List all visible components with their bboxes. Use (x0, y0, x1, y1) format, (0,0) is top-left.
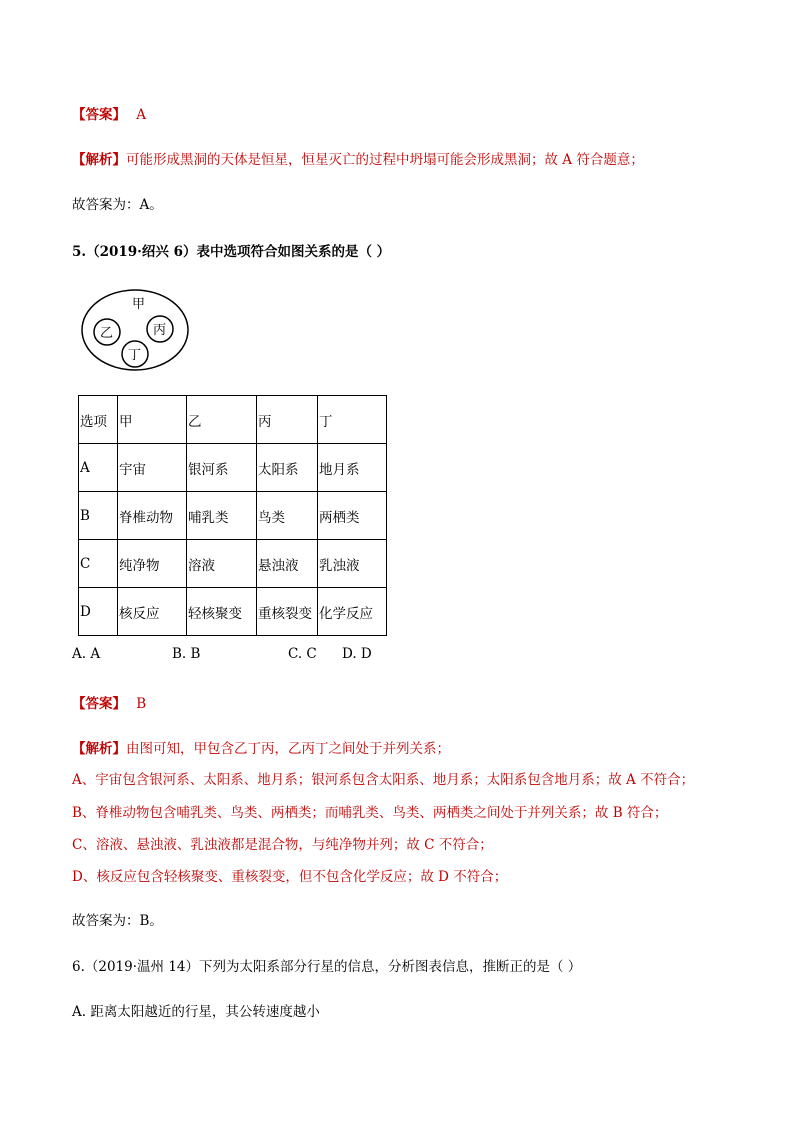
choice-a: A. A (72, 646, 101, 662)
table-cell: 悬浊液 (257, 540, 318, 588)
table-cell: 两栖类 (318, 492, 387, 540)
table-cell: 轻核聚变 (187, 588, 257, 636)
choice-d: D. D (342, 646, 372, 662)
table-cell: 太阳系 (257, 444, 318, 492)
q6-stem: 6.（2019·温州 14）下列为太阳系部分行星的信息，分析图表信息，推断正的是（ ） (72, 959, 582, 975)
table-cell: 哺乳类 (187, 492, 257, 540)
table-row (79, 492, 387, 540)
options-table (78, 395, 387, 636)
table-cell: 银河系 (187, 444, 257, 492)
table-cell: 宇宙 (118, 444, 187, 492)
answer-label: 【答案】 (72, 696, 126, 712)
table-header-cell: 丙 (257, 396, 318, 444)
q5-stem: 5.（2019·绍兴 6）表中选项符合如图关系的是（ ） (72, 244, 391, 260)
q5-analysis-line-a: A、宇宙包含银河系、太阳系、地月系；银河系包含太阳系、地月系；太阳系包含地月系；故 A 不符合； (72, 772, 695, 788)
label-ding: 丁 (128, 348, 142, 363)
table-cell: A (79, 444, 118, 492)
q5-conclusion: 故答案为：B。 (72, 913, 163, 929)
table-cell: 脊椎动物 (118, 492, 187, 540)
q5-analysis-line-c: C、溶液、悬浊液、乳浊液都是混合物，与纯净物并列；故 C 不符合； (72, 837, 493, 853)
table-header-cell: 选项 (79, 396, 118, 444)
q5-analysis-line-d: D、核反应包含轻核聚变、重核裂变，但不包含化学反应；故 D 不符合； (72, 869, 508, 885)
table-cell: 乳浊液 (318, 540, 387, 588)
label-yi: 乙 (100, 326, 114, 341)
q5-analysis-line-b: B、脊椎动物包含哺乳类、鸟类、两栖类；而哺乳类、鸟类、两栖类之间处于并列关系；故 B 符合； (72, 805, 668, 821)
table-row (79, 588, 387, 636)
table-cell: D (79, 588, 118, 636)
answer-value: B (136, 696, 147, 712)
q6-option-a: A. 距离太阳越近的行星，其公转速度越小 (72, 1004, 320, 1020)
answer-label: 【答案】 (72, 107, 126, 123)
table-cell: 地月系 (318, 444, 387, 492)
table-cell: 纯净物 (118, 540, 187, 588)
table-cell: 溶液 (187, 540, 257, 588)
label-bing: 丙 (153, 323, 167, 338)
table-cell: 重核裂变 (257, 588, 318, 636)
table-row (79, 540, 387, 588)
analysis-label: 【解析】 (72, 741, 126, 757)
q4-conclusion: 故答案为：A。 (72, 197, 163, 213)
q5-analysis-line-0 (72, 737, 450, 757)
venn-diagram (80, 287, 192, 373)
table-cell: 鸟类 (257, 492, 318, 540)
choice-b: B. B (172, 646, 201, 662)
analysis-label: 【解析】 (72, 152, 126, 168)
analysis-text: 由图可知，甲包含乙丁丙，乙丙丁之间处于并列关系； (126, 741, 450, 757)
choice-c: C. C (288, 646, 317, 662)
answer-value: A (136, 107, 147, 123)
table-header-cell: 乙 (187, 396, 257, 444)
table-header-cell: 丁 (318, 396, 387, 444)
q4-answer-line (72, 103, 146, 123)
q4-analysis-line (72, 148, 644, 168)
table-cell: C (79, 540, 118, 588)
table-cell: 化学反应 (318, 588, 387, 636)
table-row (79, 444, 387, 492)
table-header-cell: 甲 (118, 396, 187, 444)
table-header-row (79, 396, 387, 444)
label-jia: 甲 (132, 297, 146, 312)
table-cell: B (79, 492, 118, 540)
table-cell: 核反应 (118, 588, 187, 636)
q5-answer-line (72, 692, 146, 712)
analysis-text: 可能形成黑洞的天体是恒星，恒星灭亡的过程中坍塌可能会形成黑洞；故 A 符合题意； (126, 152, 644, 168)
